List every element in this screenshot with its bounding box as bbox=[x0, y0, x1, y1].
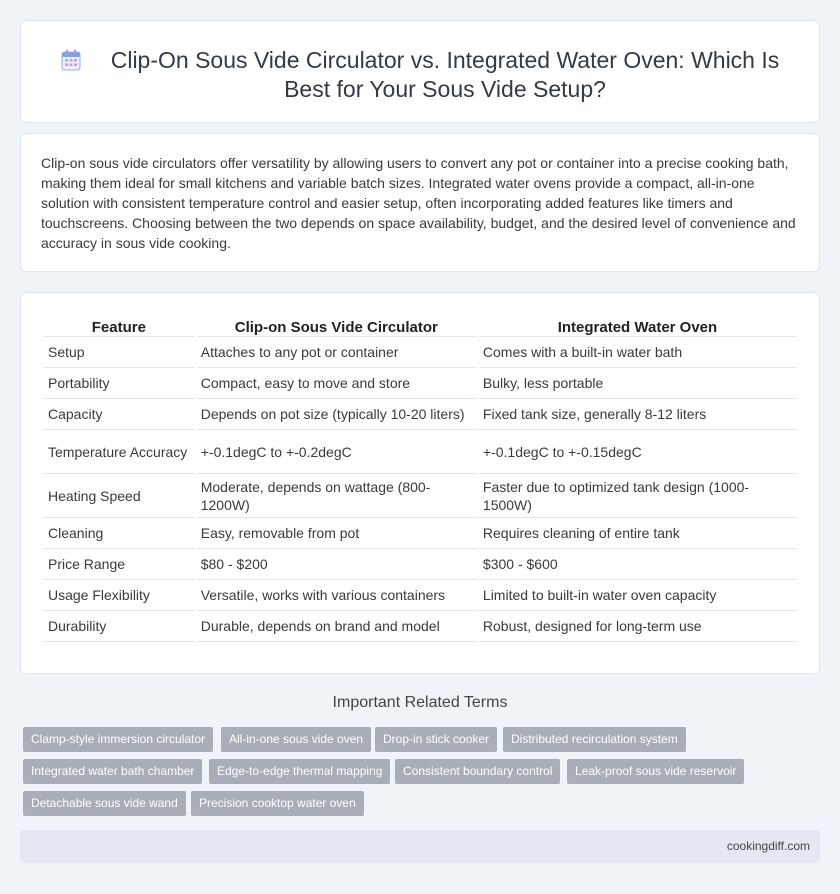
table-cell-feature: Setup bbox=[44, 337, 194, 368]
table-cell-integrated: Robust, designed for long-term use bbox=[479, 611, 796, 642]
table-row bbox=[44, 518, 796, 549]
related-term-tag[interactable]: Drop-in stick cooker bbox=[375, 727, 497, 752]
table-row bbox=[44, 430, 796, 474]
table-row bbox=[44, 337, 796, 368]
table-cell-clip-on: +-0.1degC to +-0.2degC bbox=[197, 430, 476, 474]
intro-card bbox=[20, 133, 820, 272]
related-term-tag[interactable]: Detachable sous vide wand bbox=[23, 791, 186, 816]
table-row bbox=[44, 611, 796, 642]
intro-paragraph: Clip-on sous vide circulators offer versatility by allowing users to convert any pot or container into a precise cooking bath, making them ideal for small kitchens and variable batch sizes. Integrated water ovens provide a compact, all-in-one solution with consistent temperature control and easier setup, often incorporating added features like timers and touchscreens. Choosing between the two depends on space availability, budget, and the desired level of convenience and accuracy in sous vide cooking. bbox=[41, 155, 796, 251]
title-card bbox=[20, 20, 820, 123]
table-cell-integrated: $300 - $600 bbox=[479, 549, 796, 580]
table-row bbox=[44, 368, 796, 399]
table-cell-integrated: Limited to built-in water oven capacity bbox=[479, 580, 796, 611]
comparison-table bbox=[41, 315, 799, 642]
table-cell-feature: Capacity bbox=[44, 399, 194, 430]
table-cell-clip-on: Versatile, works with various containers bbox=[197, 580, 476, 611]
footer-bar bbox=[20, 830, 820, 863]
table-cell-feature: Temperature Accuracy bbox=[44, 430, 194, 474]
table-cell-clip-on: Moderate, depends on wattage (800-1200W) bbox=[197, 474, 476, 518]
table-cell-feature: Cleaning bbox=[44, 518, 194, 549]
table-cell-integrated: Bulky, less portable bbox=[479, 368, 796, 399]
table-cell-integrated: Requires cleaning of entire tank bbox=[479, 518, 796, 549]
page-title: Clip-On Sous Vide Circulator vs. Integrated Water Oven: Which Is Best for Your Sous Vide Setup? bbox=[110, 47, 780, 102]
table-cell-clip-on: Durable, depends on brand and model bbox=[197, 611, 476, 642]
table-cell-clip-on: Attaches to any pot or container bbox=[197, 337, 476, 368]
table-cell-feature: Price Range bbox=[44, 549, 194, 580]
table-cell-integrated: +-0.1degC to +-0.15degC bbox=[479, 430, 796, 474]
related-term-tag[interactable]: Edge-to-edge thermal mapping bbox=[209, 759, 390, 784]
table-cell-feature: Portability bbox=[44, 368, 194, 399]
table-cell-clip-on: $80 - $200 bbox=[197, 549, 476, 580]
related-term-tag[interactable]: Leak-proof sous vide reservoir bbox=[567, 759, 744, 784]
related-term-tag[interactable]: Clamp-style immersion circulator bbox=[23, 727, 213, 752]
table-header-feature: Feature bbox=[44, 315, 194, 337]
table-row bbox=[44, 580, 796, 611]
related-term-tag[interactable]: Integrated water bath chamber bbox=[23, 759, 202, 784]
table-cell-clip-on: Compact, easy to move and store bbox=[197, 368, 476, 399]
footer-site-link[interactable]: cookingdiff.com bbox=[726, 839, 810, 853]
table-row bbox=[44, 549, 796, 580]
table-row bbox=[44, 399, 796, 430]
related-term-tag[interactable]: Precision cooktop water oven bbox=[191, 791, 364, 816]
table-row bbox=[44, 474, 796, 518]
table-cell-feature: Heating Speed bbox=[44, 474, 194, 518]
table-cell-integrated: Faster due to optimized tank design (1000-1500W) bbox=[479, 474, 796, 518]
related-terms-heading: Important Related Terms bbox=[332, 694, 508, 711]
table-cell-clip-on: Easy, removable from pot bbox=[197, 518, 476, 549]
table-header-clip-on: Clip-on Sous Vide Circulator bbox=[197, 315, 476, 337]
related-term-tag[interactable]: Distributed recirculation system bbox=[503, 727, 686, 752]
table-cell-clip-on: Depends on pot size (typically 10-20 liters) bbox=[197, 399, 476, 430]
related-term-tag[interactable]: All-in-one sous vide oven bbox=[221, 727, 371, 752]
table-cell-integrated: Comes with a built-in water bath bbox=[479, 337, 796, 368]
table-header-integrated: Integrated Water Oven bbox=[479, 315, 796, 337]
related-term-tag[interactable]: Consistent boundary control bbox=[395, 759, 560, 784]
comparison-card bbox=[20, 292, 820, 674]
table-cell-integrated: Fixed tank size, generally 8-12 liters bbox=[479, 399, 796, 430]
table-cell-feature: Usage Flexibility bbox=[44, 580, 194, 611]
calendar-icon bbox=[61, 49, 81, 71]
table-cell-feature: Durability bbox=[44, 611, 194, 642]
